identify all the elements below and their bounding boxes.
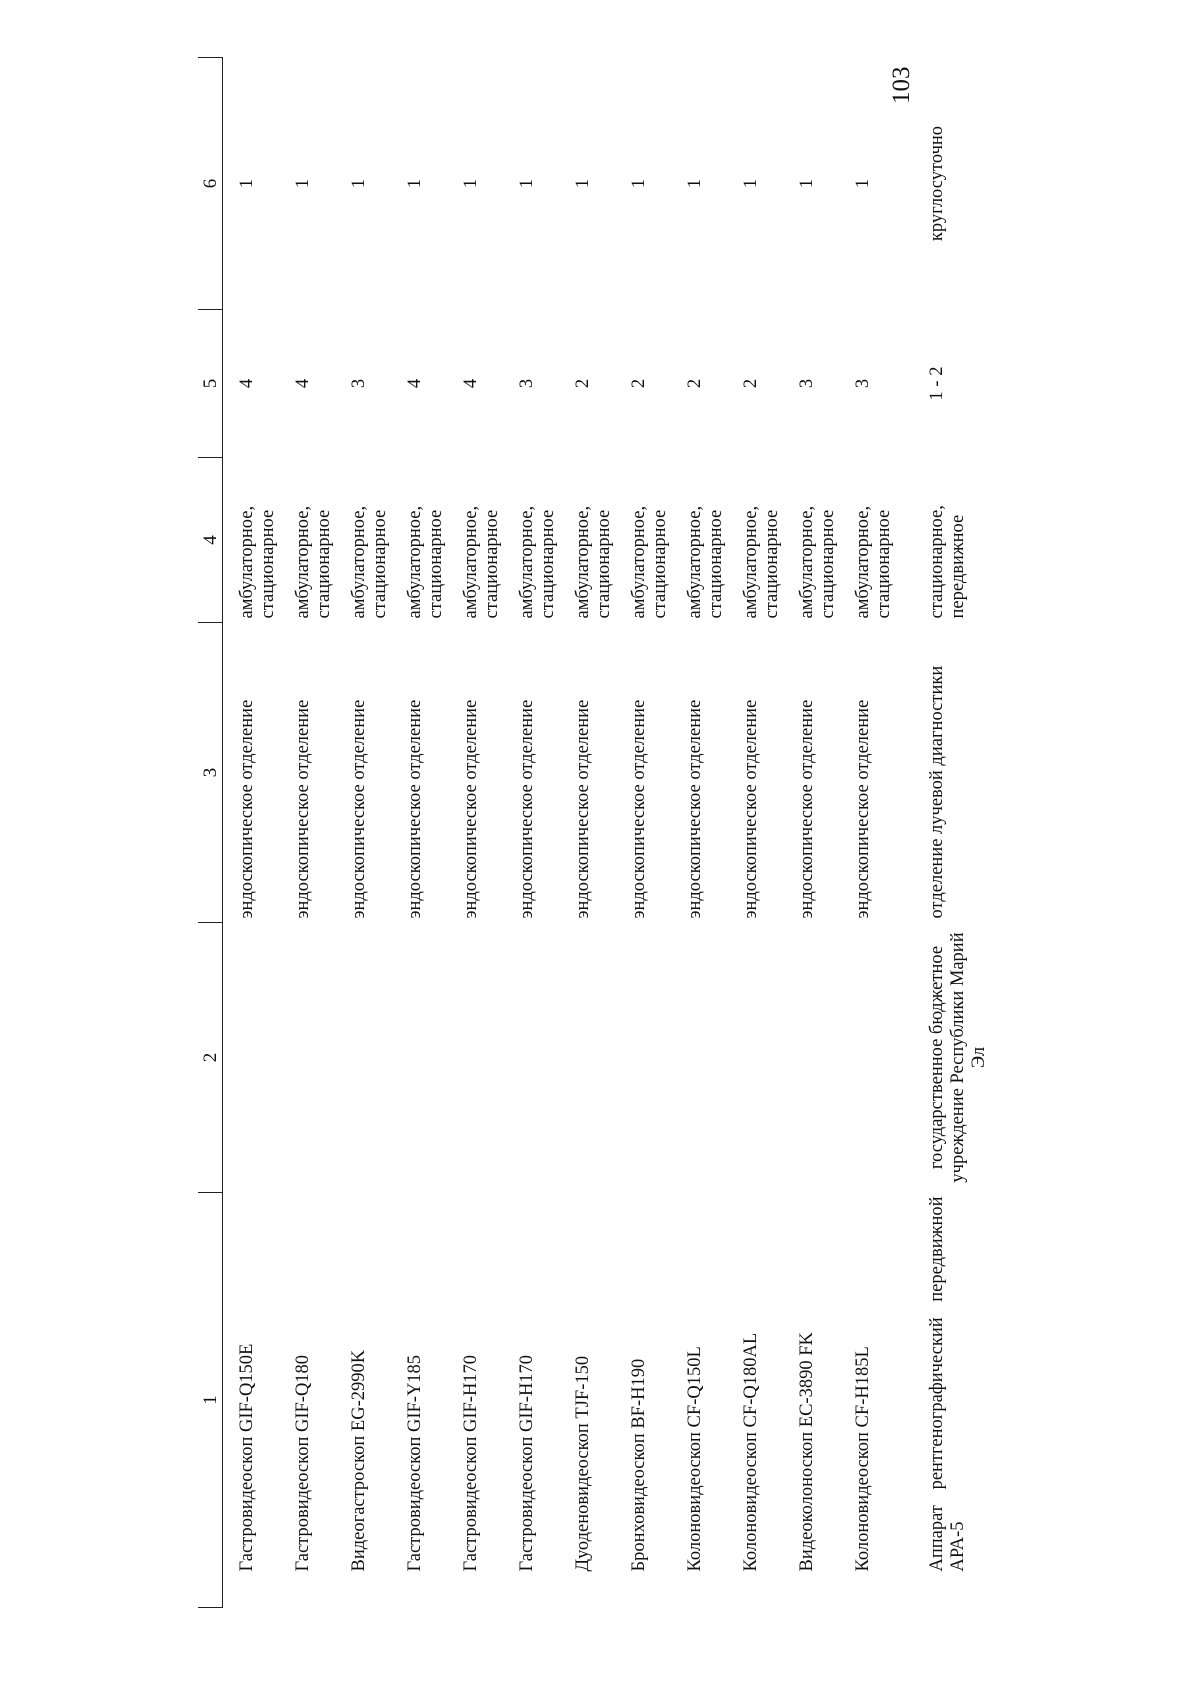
cell-conditions: амбулаторное, стационарное [349, 505, 390, 619]
cell-conditions: амбулаторное, стационарное [461, 505, 502, 619]
cell-quantity: 1 - 2 [927, 366, 947, 401]
cell-quantity: 2 [629, 378, 649, 389]
cell-equipment: Гастровидеоскоп GIF-Y185 [405, 1354, 425, 1572]
cell-quantity: 3 [349, 378, 369, 389]
cell-schedule: 1 [741, 178, 761, 189]
cell-quantity: 4 [405, 378, 425, 389]
column-header-5: 5 [198, 310, 223, 458]
table-row [405, 58, 461, 1608]
cell-department: эндоскопическое отделение [853, 699, 873, 919]
cell-department: эндоскопическое отделение [461, 699, 481, 919]
cell-department: эндоскопическое отделение [573, 699, 593, 919]
cell-equipment: Гастровидеоскоп GIF-Q180 [293, 1354, 313, 1572]
cell-organization [797, 923, 853, 1193]
cell-organization [573, 923, 629, 1193]
cell-quantity: 3 [853, 378, 873, 389]
cell-schedule: 1 [405, 178, 425, 189]
table-row [685, 58, 741, 1608]
cell-quantity: 2 [573, 378, 593, 389]
cell-schedule: 1 [629, 178, 649, 189]
cell-department: эндоскопическое отделение [517, 699, 537, 919]
column-header-6: 6 [198, 58, 223, 310]
column-header-1: 1 [198, 1193, 223, 1608]
cell-equipment: Видеогастроскоп EG-2990K [349, 1349, 369, 1572]
cell-conditions: амбулаторное, стационарное [573, 505, 614, 619]
cell-organization [293, 923, 349, 1193]
cell-equipment: Бронховидеоскоп BF-H190 [629, 1358, 649, 1572]
cell-schedule: 1 [461, 178, 481, 189]
cell-organization [223, 923, 294, 1193]
equipment-table [198, 57, 1037, 1608]
table-row [573, 58, 629, 1608]
cell-equipment: Аппарат рентгенографический передвижной АРА-5 [927, 1196, 968, 1572]
cell-schedule: круглосуточно [927, 125, 947, 242]
table-row [293, 58, 349, 1608]
cell-equipment: Дуоденовидеоскоп TJF-150 [573, 1355, 593, 1572]
rotated-table-container [198, 58, 989, 1608]
cell-department: эндоскопическое отделение [237, 699, 257, 919]
cell-conditions: амбулаторное, стационарное [629, 505, 670, 619]
cell-equipment: Колоновидеоскоп CF-Q180AL [741, 1332, 761, 1572]
cell-equipment: Гастровидеоскоп GIF-H170 [461, 1354, 481, 1572]
cell-organization [517, 923, 573, 1193]
cell-conditions: амбулаторное, стационарное [685, 505, 726, 619]
cell-organization [629, 923, 685, 1193]
cell-organization [349, 923, 405, 1193]
table-row [909, 58, 1037, 1608]
cell-department: эндоскопическое отделение [797, 699, 817, 919]
table-row [741, 58, 797, 1608]
cell-organization [405, 923, 461, 1193]
cell-department: эндоскопическое отделение [629, 699, 649, 919]
cell-equipment: Колоновидеоскоп CF-Q150L [685, 1346, 705, 1572]
header-row [198, 58, 223, 1608]
cell-equipment: Видеоколоноскоп EC-3890 FK [797, 1332, 817, 1572]
cell-organization: государственное бюджетное учреждение Республики Марий Эл [927, 932, 989, 1183]
cell-organization [461, 923, 517, 1193]
cell-conditions: амбулаторное, стационарное [237, 505, 278, 619]
table-row [629, 58, 685, 1608]
cell-organization [741, 923, 797, 1193]
cell-department: отделение лучевой диагностики [927, 665, 947, 919]
cell-conditions: амбулаторное, стационарное [853, 505, 894, 619]
cell-conditions: амбулаторное, стационарное [293, 505, 334, 619]
cell-schedule: 1 [573, 178, 593, 189]
cell-conditions: амбулаторное, стационарное [517, 505, 558, 619]
cell-schedule: 1 [237, 178, 257, 189]
cell-conditions: амбулаторное, стационарное [405, 505, 446, 619]
cell-organization [853, 923, 909, 1193]
cell-schedule: 1 [517, 178, 537, 189]
cell-quantity: 3 [517, 378, 537, 389]
cell-department: эндоскопическое отделение [405, 699, 425, 919]
cell-equipment: Колоновидеоскоп CF-H185L [853, 1346, 873, 1572]
cell-conditions: амбулаторное, стационарное [797, 505, 838, 619]
cell-equipment: Гастровидеоскоп GIF-Q150E [237, 1343, 257, 1572]
cell-department: эндоскопическое отделение [685, 699, 705, 919]
cell-schedule: 1 [797, 178, 817, 189]
table-row [461, 58, 517, 1608]
table-row [223, 58, 294, 1608]
table-row [853, 58, 909, 1608]
column-header-4: 4 [198, 458, 223, 623]
cell-schedule: 1 [853, 178, 873, 189]
cell-organization [685, 923, 741, 1193]
cell-quantity: 2 [741, 378, 761, 389]
table-row [517, 58, 573, 1608]
cell-quantity: 4 [293, 378, 313, 389]
column-header-2: 2 [198, 923, 223, 1193]
table-row [349, 58, 405, 1608]
cell-quantity: 2 [685, 378, 705, 389]
cell-quantity: 3 [797, 378, 817, 389]
cell-department: эндоскопическое отделение [741, 699, 761, 919]
cell-quantity: 4 [461, 378, 481, 389]
cell-department: эндоскопическое отделение [349, 699, 369, 919]
cell-schedule: 1 [293, 178, 313, 189]
cell-schedule: 1 [685, 178, 705, 189]
cell-quantity: 4 [237, 378, 257, 389]
page-number: 103 [888, 66, 915, 104]
cell-department: эндоскопическое отделение [293, 699, 313, 919]
cell-equipment: Гастровидеоскоп GIF-H170 [517, 1354, 537, 1572]
cell-conditions: стационарное, передвижное [927, 505, 968, 619]
cell-schedule: 1 [349, 178, 369, 189]
cell-conditions: амбулаторное, стационарное [741, 505, 782, 619]
column-header-3: 3 [198, 623, 223, 923]
table-row [797, 58, 853, 1608]
